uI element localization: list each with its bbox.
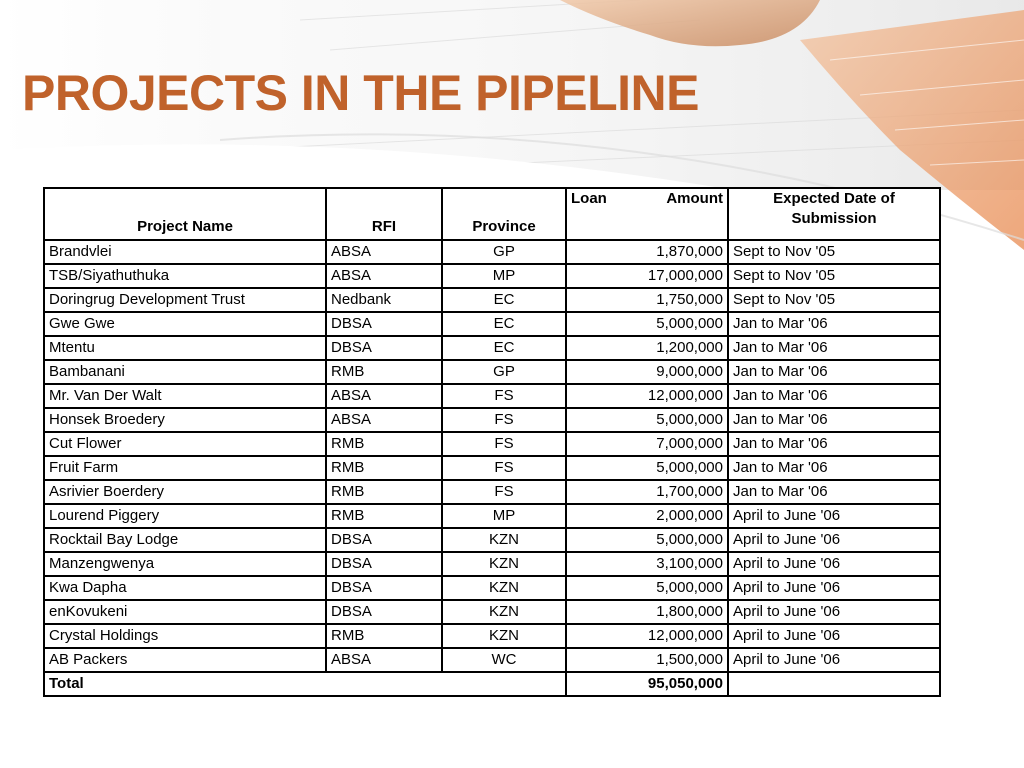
header-rfi: RFI: [326, 188, 442, 240]
total-date-empty: [728, 672, 940, 696]
cell-province: GP: [442, 240, 566, 264]
cell-rfi: Nedbank: [326, 288, 442, 312]
cell-project-name: Bambanani: [44, 360, 326, 384]
table-row: [44, 240, 940, 264]
table-row: [44, 576, 940, 600]
cell-province: FS: [442, 408, 566, 432]
cell-project-name: enKovukeni: [44, 600, 326, 624]
total-row: [44, 672, 940, 696]
cell-amount: 5,000,000: [566, 456, 728, 480]
table-row: [44, 336, 940, 360]
table-row: [44, 504, 940, 528]
cell-amount: 1,800,000: [566, 600, 728, 624]
cell-project-name: AB Packers: [44, 648, 326, 672]
cell-amount: 5,000,000: [566, 312, 728, 336]
cell-rfi: DBSA: [326, 576, 442, 600]
cell-province: WC: [442, 648, 566, 672]
cell-rfi: RMB: [326, 480, 442, 504]
header-amount-label: Amount: [666, 190, 723, 207]
cell-date: Jan to Mar '06: [728, 456, 940, 480]
cell-date: Sept to Nov '05: [728, 288, 940, 312]
header-expected-line2: Submission: [791, 210, 877, 227]
cell-project-name: Lourend Piggery: [44, 504, 326, 528]
cell-province: MP: [442, 264, 566, 288]
cell-date: April to June '06: [728, 528, 940, 552]
table-row: [44, 288, 940, 312]
cell-amount: 3,100,000: [566, 552, 728, 576]
cell-province: EC: [442, 312, 566, 336]
cell-project-name: Doringrug Development Trust: [44, 288, 326, 312]
cell-rfi: RMB: [326, 624, 442, 648]
slide-title: PROJECTS IN THE PIPELINE: [22, 65, 700, 121]
cell-date: Jan to Mar '06: [728, 480, 940, 504]
cell-rfi: ABSA: [326, 408, 442, 432]
cell-date: Jan to Mar '06: [728, 360, 940, 384]
cell-project-name: Kwa Dapha: [44, 576, 326, 600]
cell-rfi: ABSA: [326, 384, 442, 408]
table-row: [44, 408, 940, 432]
table-header-row: [44, 188, 940, 240]
cell-project-name: Brandvlei: [44, 240, 326, 264]
cell-province: GP: [442, 360, 566, 384]
cell-amount: 5,000,000: [566, 528, 728, 552]
cell-province: KZN: [442, 576, 566, 600]
cell-rfi: RMB: [326, 456, 442, 480]
cell-date: Jan to Mar '06: [728, 432, 940, 456]
cell-rfi: RMB: [326, 432, 442, 456]
pipeline-table: [43, 187, 941, 697]
cell-province: FS: [442, 480, 566, 504]
cell-province: FS: [442, 384, 566, 408]
cell-amount: 9,000,000: [566, 360, 728, 384]
table-row: [44, 552, 940, 576]
cell-amount: 1,500,000: [566, 648, 728, 672]
table-row: [44, 312, 940, 336]
cell-amount: 5,000,000: [566, 576, 728, 600]
cell-province: KZN: [442, 552, 566, 576]
cell-amount: 2,000,000: [566, 504, 728, 528]
cell-date: April to June '06: [728, 600, 940, 624]
cell-province: KZN: [442, 600, 566, 624]
cell-province: MP: [442, 504, 566, 528]
cell-rfi: DBSA: [326, 312, 442, 336]
cell-project-name: Cut Flower: [44, 432, 326, 456]
cell-project-name: Manzengwenya: [44, 552, 326, 576]
cell-project-name: Fruit Farm: [44, 456, 326, 480]
cell-rfi: ABSA: [326, 240, 442, 264]
cell-rfi: DBSA: [326, 600, 442, 624]
cell-date: April to June '06: [728, 552, 940, 576]
cell-date: Jan to Mar '06: [728, 384, 940, 408]
cell-amount: 17,000,000: [566, 264, 728, 288]
header-expected-date: [728, 188, 940, 240]
cell-amount: 1,200,000: [566, 336, 728, 360]
cell-rfi: ABSA: [326, 648, 442, 672]
cell-amount: 1,870,000: [566, 240, 728, 264]
cell-amount: 7,000,000: [566, 432, 728, 456]
cell-rfi: DBSA: [326, 528, 442, 552]
cell-province: EC: [442, 336, 566, 360]
cell-rfi: RMB: [326, 504, 442, 528]
cell-date: Jan to Mar '06: [728, 408, 940, 432]
table-row: [44, 600, 940, 624]
cell-project-name: Asrivier Boerdery: [44, 480, 326, 504]
cell-rfi: DBSA: [326, 336, 442, 360]
table-row: [44, 648, 940, 672]
table-row: [44, 480, 940, 504]
cell-amount: 12,000,000: [566, 624, 728, 648]
cell-project-name: Gwe Gwe: [44, 312, 326, 336]
table-row: [44, 456, 940, 480]
header-expected-line1: Expected Date of: [773, 190, 895, 207]
table-row: [44, 384, 940, 408]
cell-date: Jan to Mar '06: [728, 312, 940, 336]
cell-date: April to June '06: [728, 624, 940, 648]
cell-date: April to June '06: [728, 504, 940, 528]
cell-province: FS: [442, 456, 566, 480]
cell-amount: 5,000,000: [566, 408, 728, 432]
cell-project-name: Mr. Van Der Walt: [44, 384, 326, 408]
cell-province: EC: [442, 288, 566, 312]
cell-date: Sept to Nov '05: [728, 264, 940, 288]
header-project-name: Project Name: [44, 188, 326, 240]
cell-project-name: TSB/Siyathuthuka: [44, 264, 326, 288]
cell-project-name: Mtentu: [44, 336, 326, 360]
table-row: [44, 624, 940, 648]
cell-date: April to June '06: [728, 576, 940, 600]
cell-province: KZN: [442, 624, 566, 648]
table-row: [44, 528, 940, 552]
total-amount: 95,050,000: [566, 672, 728, 696]
cell-rfi: ABSA: [326, 264, 442, 288]
cell-date: Sept to Nov '05: [728, 240, 940, 264]
header-loan-label: Loan: [571, 190, 607, 207]
cell-province: FS: [442, 432, 566, 456]
header-loan-amount: [566, 188, 728, 240]
cell-date: April to June '06: [728, 648, 940, 672]
table-row: [44, 360, 940, 384]
cell-project-name: Crystal Holdings: [44, 624, 326, 648]
header-province: Province: [442, 188, 566, 240]
cell-date: Jan to Mar '06: [728, 336, 940, 360]
table-row: [44, 432, 940, 456]
table-row: [44, 264, 940, 288]
cell-amount: 1,750,000: [566, 288, 728, 312]
cell-rfi: RMB: [326, 360, 442, 384]
cell-province: KZN: [442, 528, 566, 552]
cell-amount: 1,700,000: [566, 480, 728, 504]
total-label: Total: [44, 672, 566, 696]
cell-project-name: Rocktail Bay Lodge: [44, 528, 326, 552]
cell-amount: 12,000,000: [566, 384, 728, 408]
cell-rfi: DBSA: [326, 552, 442, 576]
cell-project-name: Honsek Broedery: [44, 408, 326, 432]
